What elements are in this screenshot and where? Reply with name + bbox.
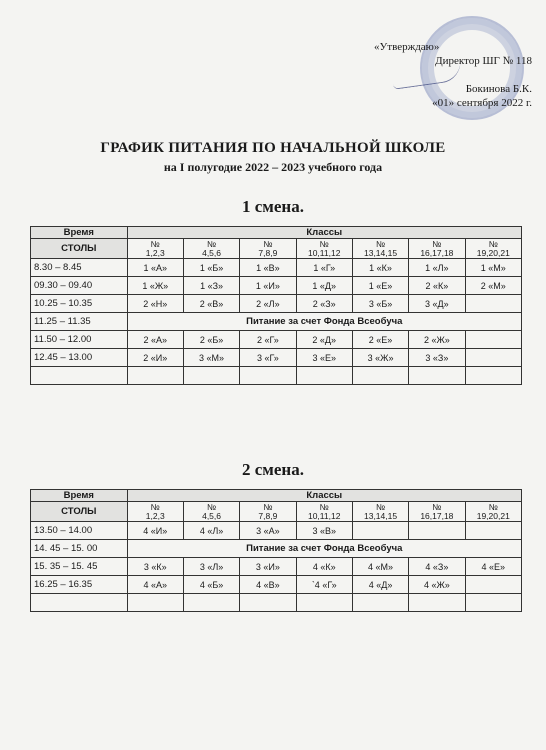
table-group-no: № (263, 501, 273, 512)
time-slot: 12.45 – 13.00 (31, 349, 128, 367)
class-cell (465, 331, 521, 349)
class-cell: 3 «В» (296, 522, 352, 540)
class-cell: 1 «Б» (183, 259, 239, 277)
table-group-header (240, 502, 296, 522)
class-cell: 3 «А» (240, 522, 296, 540)
table-group-no: № (488, 238, 498, 249)
table-group-numbers: 4,5,6 (202, 510, 221, 521)
class-cell (352, 594, 408, 612)
table-group-numbers: 13,14,15 (363, 510, 398, 521)
approval-block (352, 40, 532, 110)
fund-note: Питание за счет Фонда Всеобуча (127, 540, 521, 558)
fund-note: Питание за счет Фонда Всеобуча (127, 313, 521, 331)
schedule-row (31, 277, 522, 295)
table-group-numbers: 19,20,21 (476, 247, 510, 258)
class-cell: 2 «М» (465, 277, 521, 295)
class-cell: 4 «Л» (183, 522, 239, 540)
class-cell: 3 «Б» (352, 295, 408, 313)
table-group-header (409, 239, 465, 259)
class-cell: 2 «Л» (240, 295, 296, 313)
class-cell: 2 «З» (296, 295, 352, 313)
schedule-row (31, 522, 522, 540)
class-cell (409, 367, 465, 385)
class-cell (465, 576, 521, 594)
class-cell: 3 «Д» (409, 295, 465, 313)
table-group-numbers: 1,2,3 (145, 510, 165, 521)
time-slot (31, 594, 128, 612)
time-slot: 8.30 – 8.45 (31, 259, 128, 277)
class-cell: 1 «З» (183, 277, 239, 295)
table-group-numbers: 16,17,18 (420, 510, 454, 521)
schedule-row (31, 313, 522, 331)
class-cell: 1 «Д» (296, 277, 352, 295)
time-slot (31, 367, 128, 385)
table-group-header (240, 239, 296, 259)
class-cell (465, 522, 521, 540)
table-group-header (127, 502, 183, 522)
time-header: Время (31, 227, 128, 239)
table-group-no: № (263, 238, 273, 249)
class-cell: 1 «К» (352, 259, 408, 277)
class-cell: 4 «Д» (352, 576, 408, 594)
shift-1-table (30, 226, 522, 385)
table-group-no: № (206, 238, 217, 249)
schedule-row (31, 558, 522, 576)
class-cell (409, 594, 465, 612)
document-title: ГРАФИК ПИТАНИЯ ПО НАЧАЛЬНОЙ ШКОЛЕ (100, 140, 446, 156)
time-slot: 11.25 – 11.35 (31, 313, 128, 331)
schedule-row (31, 576, 522, 594)
table-group-no: № (488, 501, 498, 512)
class-cell: 2 «Е» (352, 331, 408, 349)
class-cell: 1 «М» (465, 259, 521, 277)
class-cell: 3 «З» (409, 349, 465, 367)
class-cell: 1 «Е» (352, 277, 408, 295)
time-slot: 09.30 – 09.40 (31, 277, 128, 295)
time-slot: 13.50 – 14.00 (31, 522, 128, 540)
document-subtitle: на I полугодие 2022 – 2023 учебного года (163, 160, 383, 174)
class-cell: 1 «Л» (409, 259, 465, 277)
approval-line-4: «01» сентября 2022 г. (432, 97, 532, 109)
schedule-row (31, 259, 522, 277)
table-group-header (352, 239, 408, 259)
table-group-header (183, 239, 239, 259)
time-slot: 11.50 – 12.00 (31, 331, 128, 349)
table-group-numbers: 7,8,9 (258, 247, 278, 258)
table-group-no: № (432, 238, 442, 249)
approval-line-3: Бокинова Б.К. (465, 83, 532, 95)
class-cell: 4 «Е» (465, 558, 521, 576)
class-cell (465, 594, 521, 612)
class-cell: 4 «З» (409, 558, 465, 576)
shift-2-title: 2 смена. (242, 460, 304, 479)
class-cell (127, 594, 183, 612)
classes-header: Классы (127, 227, 521, 239)
shift-2-table (30, 489, 522, 612)
schedule-row (31, 367, 522, 385)
class-cell (465, 349, 521, 367)
table-group-no: № (150, 501, 160, 512)
approval-line-2: Директор ШГ № 118 (435, 55, 532, 67)
table-group-no: № (319, 238, 329, 249)
table-group-no: № (432, 501, 442, 512)
class-cell (296, 594, 352, 612)
class-cell (465, 367, 521, 385)
classes-header: Классы (127, 490, 521, 502)
schedule-row (31, 349, 522, 367)
schedule-row (31, 331, 522, 349)
class-cell: 3 «Е» (296, 349, 352, 367)
class-cell: 1 «И» (240, 277, 296, 295)
table-group-no: № (319, 501, 329, 512)
class-cell: 1 «Г» (296, 259, 352, 277)
table-group-numbers: 10,11,12 (307, 510, 341, 521)
table-group-header (409, 502, 465, 522)
table-group-header (183, 502, 239, 522)
class-cell: 2 «Б» (183, 331, 239, 349)
table-group-no: № (375, 238, 386, 249)
table-group-header (465, 502, 521, 522)
time-slot: 16.25 – 16.35 (31, 576, 128, 594)
approval-line-1: «Утверждаю» (374, 41, 440, 53)
table-group-header (127, 239, 183, 259)
class-cell: 3 «М» (183, 349, 239, 367)
class-cell: 1 «Ж» (127, 277, 183, 295)
table-group-numbers: 4,5,6 (202, 247, 221, 258)
class-cell (240, 367, 296, 385)
table-group-numbers: 19,20,21 (476, 510, 510, 521)
class-cell: 2 «Ж» (409, 331, 465, 349)
class-cell: 3 «И» (240, 558, 296, 576)
table-group-header (296, 502, 352, 522)
table-group-header (296, 239, 352, 259)
table-group-header (352, 502, 408, 522)
class-cell (352, 367, 408, 385)
class-cell: `4 «Г» (296, 576, 352, 594)
class-cell: 4 «М» (352, 558, 408, 576)
class-cell: 4 «Ж» (409, 576, 465, 594)
class-cell: 2 «И» (127, 349, 183, 367)
schedule-row (31, 540, 522, 558)
schedule-row (31, 295, 522, 313)
class-cell: 4 «В» (240, 576, 296, 594)
class-cell: 2 «В» (183, 295, 239, 313)
tables-header: СТОЛЫ (31, 239, 128, 259)
table-group-numbers: 16,17,18 (420, 247, 454, 258)
shift-1-title: 1 смена. (242, 197, 304, 216)
class-cell: 4 «И» (127, 522, 183, 540)
class-cell: 4 «Б» (183, 576, 239, 594)
class-cell: 3 «К» (127, 558, 183, 576)
class-cell (296, 367, 352, 385)
class-cell: 4 «К» (296, 558, 352, 576)
class-cell: 3 «Л» (183, 558, 239, 576)
class-cell (240, 594, 296, 612)
time-slot: 14. 45 – 15. 00 (31, 540, 128, 558)
time-slot: 10.25 – 10.35 (31, 295, 128, 313)
time-slot: 15. 35 – 15. 45 (31, 558, 128, 576)
class-cell: 3 «Ж» (352, 349, 408, 367)
time-header: Время (31, 490, 128, 502)
table-group-numbers: 13,14,15 (363, 247, 398, 258)
class-cell (352, 522, 408, 540)
table-group-numbers: 1,2,3 (145, 247, 165, 258)
class-cell: 4 «А» (127, 576, 183, 594)
class-cell (465, 295, 521, 313)
table-group-numbers: 10,11,12 (307, 247, 341, 258)
schedule-row (31, 594, 522, 612)
class-cell: 1 «А» (127, 259, 183, 277)
class-cell: 1 «В» (240, 259, 296, 277)
class-cell: 2 «А» (127, 331, 183, 349)
class-cell (409, 522, 465, 540)
tables-header: СТОЛЫ (31, 502, 128, 522)
table-group-no: № (150, 238, 160, 249)
class-cell: 2 «К» (409, 277, 465, 295)
table-group-header (465, 239, 521, 259)
class-cell: 3 «Г» (240, 349, 296, 367)
class-cell (183, 594, 239, 612)
class-cell: 2 «Д» (296, 331, 352, 349)
table-group-no: № (206, 501, 217, 512)
class-cell (127, 367, 183, 385)
table-group-no: № (375, 501, 386, 512)
class-cell: 2 «Н» (127, 295, 183, 313)
class-cell: 2 «Г» (240, 331, 296, 349)
table-group-numbers: 7,8,9 (258, 510, 278, 521)
class-cell (183, 367, 239, 385)
